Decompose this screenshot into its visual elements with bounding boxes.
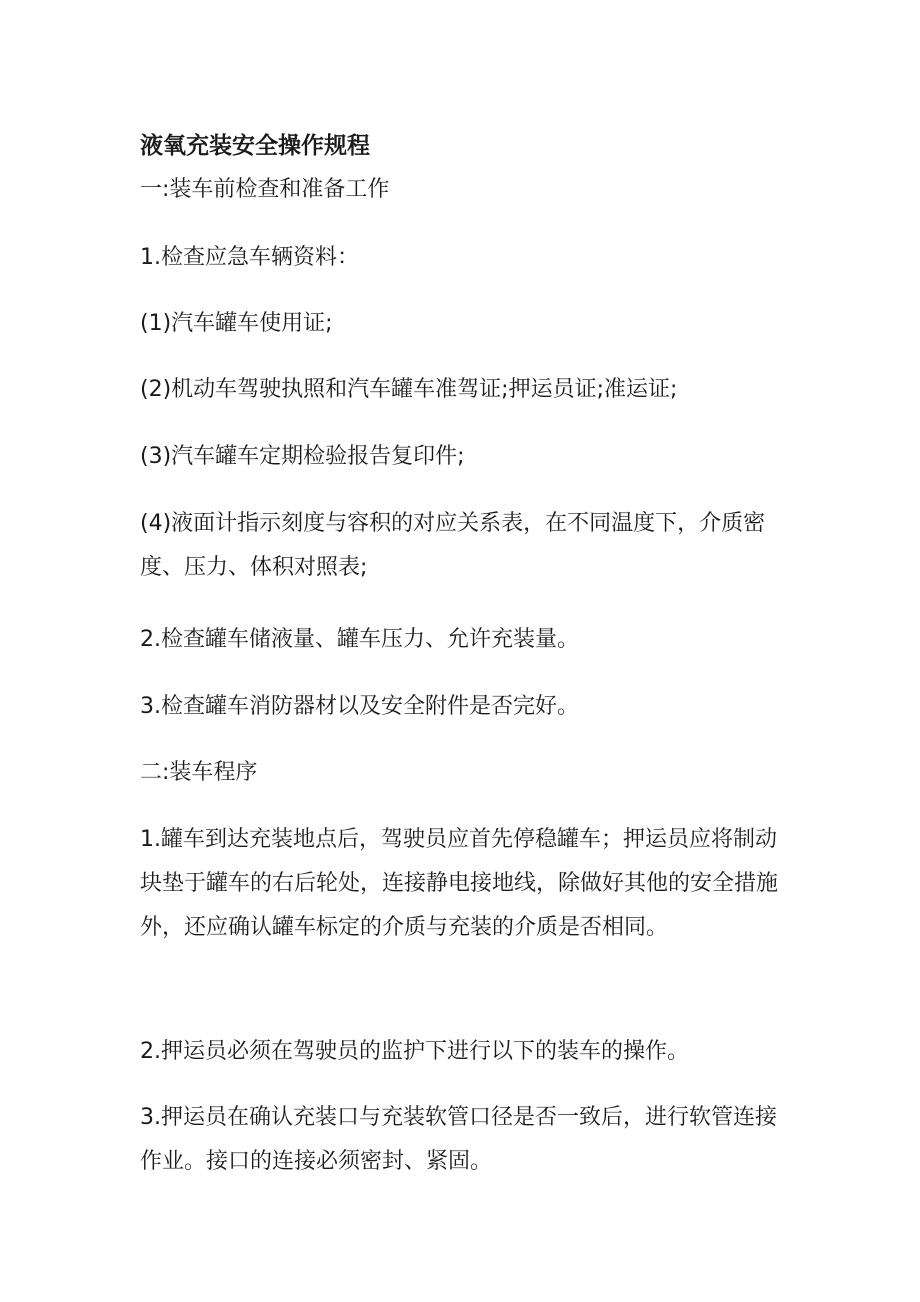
section1-heading: 一:装车前检查和准备工作	[140, 177, 390, 202]
check-item-1-sub-1: (1)汽车罐车使用证;	[140, 311, 333, 336]
check-item-1-sub-2: (2)机动车驾驶执照和汽车罐车准驾证;押运员证;准运证;	[140, 377, 678, 402]
procedure-step-2: 2.押运员必须在驾驶员的监护下进行以下的装车的操作。	[140, 1039, 689, 1064]
procedure-step-1: 1.罐车到达充装地点后，驾驶员应首先停稳罐车；押运员应将制动块垫于罐车的右后轮处，连接静电接地线，除做好其他的安全措施外，还应确认罐车标定的介质与充装的介质是否相同。	[140, 827, 779, 940]
document-title: 液氧充装安全操作规程	[140, 133, 370, 159]
check-item-1-sub-4: (4)液面计指示刻度与容积的对应关系表，在不同温度下，介质密度、压力、体积对照表;	[140, 511, 766, 580]
check-item-3: 3.检查罐车消防器材以及安全附件是否完好。	[140, 694, 579, 719]
check-item-1: 1.检查应急车辆资料：	[140, 245, 359, 270]
check-item-1-sub-3: (3)汽车罐车定期检验报告复印件;	[140, 444, 465, 469]
check-item-2: 2.检查罐车储液量、罐车压力、允许充装量。	[140, 627, 579, 652]
section2-heading: 二:装车程序	[140, 760, 258, 785]
procedure-step-3: 3.押运员在确认充装口与充装软管口径是否一致后，进行软管连接作业。接口的连接必须密封、紧固。	[140, 1105, 777, 1174]
